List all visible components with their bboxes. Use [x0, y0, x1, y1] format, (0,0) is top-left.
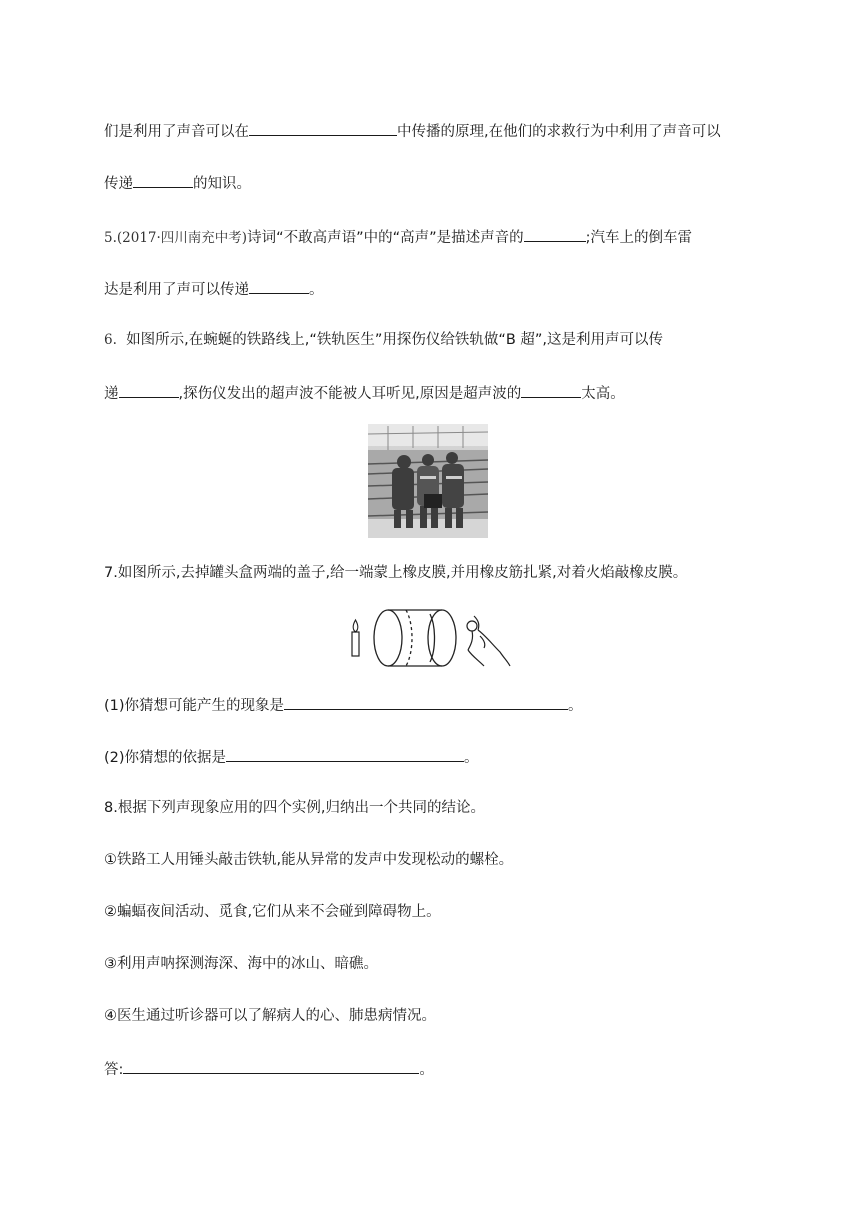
q5-source: (2017·四川南充中考) [116, 230, 248, 246]
q7-sub2 [104, 746, 479, 768]
q7-stem [104, 563, 687, 583]
q5-blank-2[interactable] [249, 278, 309, 294]
q8-item-text: ④医生通过听诊器可以了解病人的心、肺患病情况。 [104, 1008, 436, 1024]
q7-sub2-blank[interactable] [226, 746, 464, 762]
q6-blank-2[interactable] [521, 382, 581, 398]
q6-text: 太高。 [581, 386, 625, 402]
q7-text: 7.如图所示,去掉罐头盒两端的盖子,给一端蒙上橡皮膜,并用橡皮筋扎紧,对着火焰敲橡皮膜。 [104, 565, 688, 581]
q8-answer-label: 答: [104, 1062, 124, 1078]
q4-blank-2[interactable] [133, 172, 193, 188]
can-candle-graphic [344, 600, 514, 670]
q7-sub1-blank[interactable] [284, 694, 568, 710]
q8-stem [104, 798, 485, 818]
q5-text: 达是利用了声可以传递 [104, 282, 249, 298]
q5-line-2 [104, 278, 324, 300]
q6-blank-1[interactable] [119, 382, 179, 398]
q6-line-1 [104, 330, 663, 350]
q4-line-2 [104, 172, 251, 194]
q5-text: ;汽车上的倒车雷 [585, 230, 693, 246]
q8-item-text: ③利用声呐探测海深、海中的冰山、暗礁。 [104, 956, 378, 972]
railway-inspection-photo [368, 424, 488, 538]
q5-blank-1[interactable] [524, 226, 586, 242]
q6-number: 6. [104, 332, 117, 348]
q4-blank-1[interactable] [249, 120, 397, 136]
q4-line-1 [104, 120, 721, 142]
q8-item [104, 902, 441, 922]
q7-text: 。 [464, 750, 479, 766]
q8-text: 。 [419, 1062, 434, 1078]
q4-text: 中传播的原理,在他们的求救行为中利用了声音可以 [397, 124, 721, 140]
q4-text: 传递 [104, 176, 133, 192]
q5-line-1 [104, 226, 692, 248]
q7-text: 。 [568, 698, 583, 714]
q8-answer-blank[interactable] [123, 1058, 419, 1074]
q7-sub1-label: (1)你猜想可能产生的现象是 [104, 698, 285, 714]
candle-icon [352, 620, 359, 656]
q8-item [104, 850, 513, 870]
q8-item [104, 954, 378, 974]
q7-sub1 [104, 694, 583, 716]
can-icon [374, 610, 456, 666]
railway-photo-graphic [368, 424, 488, 538]
q6-line-2 [104, 382, 625, 404]
q8-answer [104, 1058, 434, 1080]
q6-text: ,探伤仪发出的超声波不能被人耳听见,原因是超声波的 [178, 386, 522, 402]
q5-number: 5. [104, 230, 117, 246]
q6-text: 如图所示,在蜿蜒的铁路线上,“铁轨医生”用探伤仪给铁轨做“B 超”,这是利用声可以传 [126, 332, 664, 348]
hand-icon [467, 616, 510, 666]
q6-text: 递 [104, 386, 119, 402]
q4-text: 们是利用了声音可以在 [104, 124, 249, 140]
q5-text: 诗词“不敢高声语”中的“高声”是描述声音的 [247, 230, 524, 246]
q8-item [104, 1006, 436, 1026]
q5-text: 。 [309, 282, 324, 298]
q8-item-text: ①铁路工人用锤头敲击铁轨,能从异常的发声中发现松动的螺栓。 [104, 852, 514, 868]
q8-text: 8.根据下列声现象应用的四个实例,归纳出一个共同的结论。 [104, 800, 485, 816]
q4-text: 的知识。 [193, 176, 251, 192]
q8-item-text: ②蝙蝠夜间活动、觅食,它们从来不会碰到障碍物上。 [104, 904, 441, 920]
q7-sub2-label: (2)你猜想的依据是 [104, 750, 227, 766]
can-candle-diagram [344, 600, 514, 670]
